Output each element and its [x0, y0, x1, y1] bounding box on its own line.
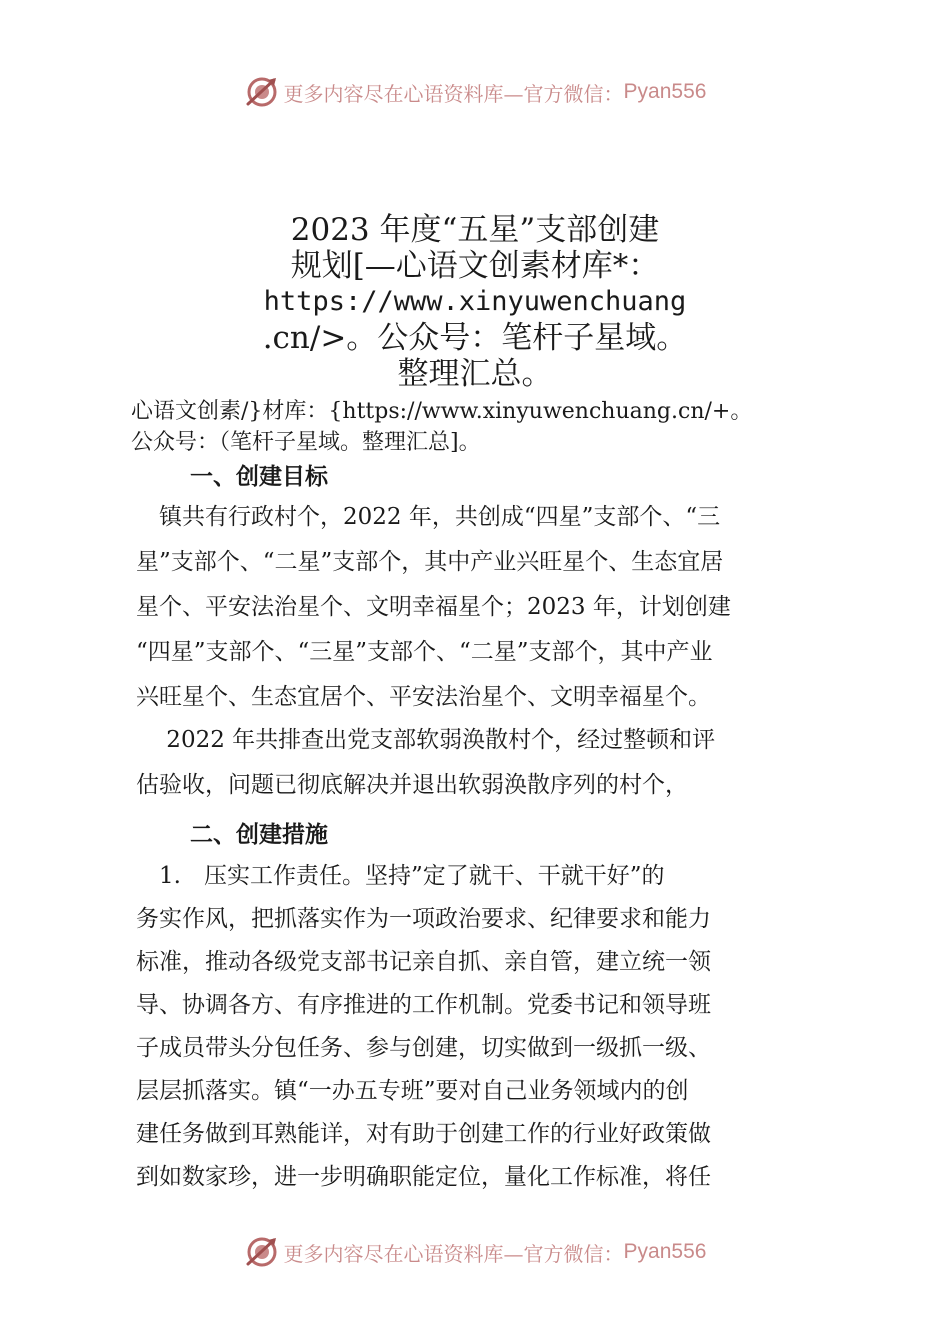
banner-text: 更多内容尽在心语资料库—官方微信：: [283, 81, 624, 106]
paragraph-line: 务实作风，把抓落实作为一项政治要求、纪律要求和能力: [136, 906, 711, 932]
paragraph-line: 标准，推动各级党支部书记亲自抓、亲自管，建立统一领: [136, 949, 711, 975]
section-heading-goals: 一、创建目标: [190, 464, 328, 490]
footer-banner: [0, 1232, 950, 1272]
document-title: [150, 212, 800, 392]
paragraph-line: 星”支部个、“二星”支部个，其中产业兴旺星个、生态宜居: [136, 549, 724, 575]
title-line-5: 整理汇总。: [397, 356, 553, 392]
title-line-1: 2023 年度“五星”支部创建: [290, 212, 660, 248]
paragraph-line: 星个、平安法治星个、文明幸福星个；2023 年，计划创建: [136, 594, 731, 620]
banner-wechat-id: Pyan556: [623, 80, 707, 103]
paragraph-line: 子成员带头分包任务、参与创建，切实做到一级抓一级、: [136, 1035, 711, 1061]
paragraph-line: 1. 压实工作责任。坚持”定了就干、干就干好”的: [136, 863, 665, 889]
paragraph-line: 导、协调各方、有序推进的工作机制。党委书记和领导班: [136, 992, 711, 1018]
paragraph-line: 到如数家珍，进一步明确职能定位，量化工作标准，将任: [136, 1164, 711, 1190]
banner-text: 更多内容尽在心语资料库—官方微信：: [283, 1241, 624, 1266]
paragraph-line: “四星”支部个、“三星”支部个、“二星”支部个，其中产业: [136, 639, 713, 665]
subtitle-line-1: 心语文创素/}材库：{https://www.xinyuwenchuang.cn/+。: [131, 399, 753, 424]
paragraph-line: 估验收，问题已彻底解决并退出软弱涣散序列的村个，: [136, 772, 688, 798]
logo-icon: [244, 1234, 280, 1270]
title-line-2: 规划[—心语文创素材库*：: [290, 248, 660, 284]
section-heading-measures: 二、创建措施: [190, 822, 328, 848]
paragraph-line: 建任务做到耳熟能详，对有助于创建工作的行业好政策做: [136, 1121, 711, 1147]
document-subtitle: [131, 396, 851, 458]
subtitle-line-2: 公众号：（笔杆子星域。整理汇总]。: [131, 430, 481, 455]
paragraph-line: 兴旺星个、生态宜居个、平安法治星个、文明幸福星个。: [136, 684, 711, 710]
paragraph-line: 镇共有行政村个，2022 年，共创成“四星”支部个、“三: [136, 504, 721, 530]
paragraph-weak-branches: [136, 718, 816, 808]
header-banner: [0, 72, 950, 112]
paragraph-line: 2022 年共排查出党支部软弱涣散村个，经过整顿和评: [136, 727, 716, 753]
logo-icon: [244, 74, 280, 110]
paragraph-measures: [136, 855, 816, 1199]
title-line-4: .cn/>。公众号：笔杆子星域。: [262, 320, 688, 356]
title-line-3: https://www.xinyuwenchuang: [263, 286, 687, 317]
paragraph-line: 层层抓落实。镇“一办五专班”要对自己业务领域内的创: [136, 1078, 689, 1104]
banner-wechat-id: Pyan556: [623, 1240, 707, 1263]
paragraph-goals: [136, 495, 816, 720]
